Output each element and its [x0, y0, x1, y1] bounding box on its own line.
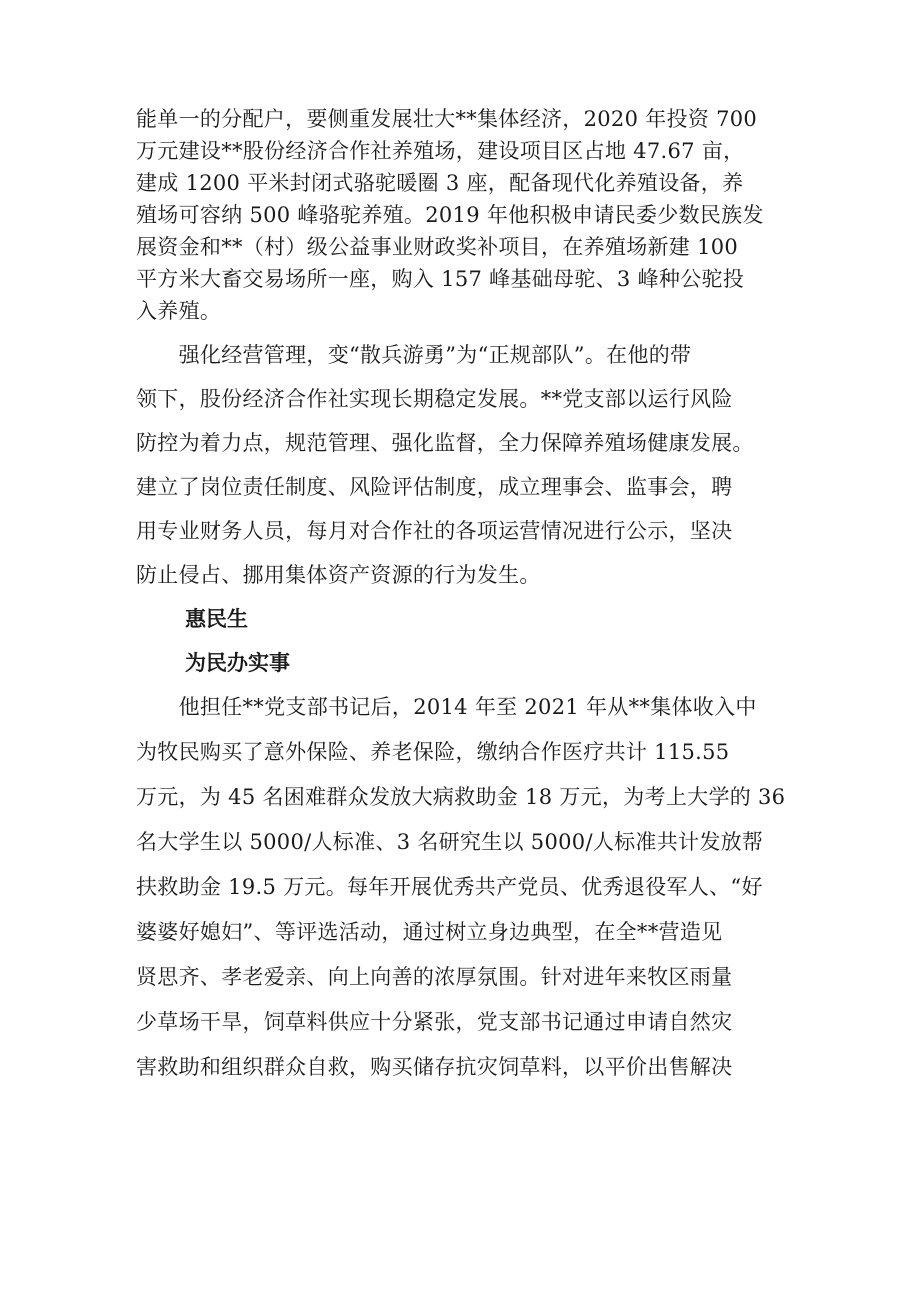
- paragraph-1-line-7: 入养殖。: [136, 299, 222, 323]
- paragraph-3-line-7: 贤思齐、孝老爱亲、向上向善的浓厚氛围。针对进年来牧区雨量: [136, 965, 733, 989]
- paragraph-3-line-4: 名大学生以 5000/人标准、3 名研究生以 5000/人标准共计发放帮: [136, 830, 764, 854]
- paragraph-2-line-3: 防控为着力点，规范管理、强化监督，全力保障养殖场健康发展。: [136, 431, 754, 455]
- paragraph-2-line-5: 用专业财务人员，每月对合作社的各项运营情况进行公示，坚决: [136, 519, 733, 543]
- paragraph-1-line-5: 展资金和**（村）级公益事业财政奖补项目，在养殖场新建 100: [136, 235, 739, 259]
- paragraph-1-line-2: 万元建设**股份经济合作社养殖场，建设项目区占地 47.67 亩，: [136, 139, 745, 163]
- paragraph-2-line-2: 领下，股份经济合作社实现长期稳定发展。**党支部以运行风险: [136, 387, 733, 411]
- paragraph-3-line-3: 万元，为 45 名困难群众发放大病救助金 18 万元，为考上大学的 36: [136, 785, 786, 809]
- paragraph-1-line-3: 建成 1200 平米封闭式骆驼暖圈 3 座，配备现代化养殖设备，养: [136, 171, 744, 195]
- paragraph-2-line-4: 建立了岗位责任制度、风险评估制度，成立理事会、监事会，聘: [136, 475, 733, 499]
- paragraph-1-line-6: 平方米大畜交易场所一座，购入 157 峰基础母驼、3 峰种公驼投: [136, 267, 745, 291]
- paragraph-3-line-9: 害救助和组织群众自救，购买储存抗灾饲草料，以平价出售解决: [136, 1055, 733, 1079]
- paragraph-3-line-5: 扶救助金 19.5 万元。每年开展优秀共产党员、优秀退役军人、“好: [136, 875, 763, 899]
- section-subheading: 为民办实事: [185, 651, 290, 675]
- paragraph-3-line-6: 婆婆好媳妇”、等评选活动，通过树立身边典型，在全**营造见: [136, 920, 723, 944]
- paragraph-2-line-6: 防止侵占、挪用集体资产资源的行为发生。: [136, 563, 541, 587]
- section-heading: 惠民生: [185, 607, 248, 631]
- paragraph-1-line-1: 能单一的分配户，要侧重发展壮大**集体经济，2020 年投资 700: [136, 107, 758, 131]
- paragraph-2-line-1: 强化经营管理，变“散兵游勇”为“正规部队”。在他的带: [136, 343, 692, 367]
- paragraph-3-line-2: 为牧民购买了意外保险、养老保险，缴纳合作医疗共计 115.55: [136, 740, 730, 764]
- paragraph-3-line-8: 少草场干旱，饲草料供应十分紧张，党支部书记通过申请自然灾: [136, 1010, 733, 1034]
- paragraph-3-line-1: 他担任**党支部书记后，2014 年至 2021 年从**集体收入中: [136, 695, 757, 719]
- paragraph-1-line-4: 殖场可容纳 500 峰骆驼养殖。2019 年他积极申请民委少数民族发: [136, 203, 764, 227]
